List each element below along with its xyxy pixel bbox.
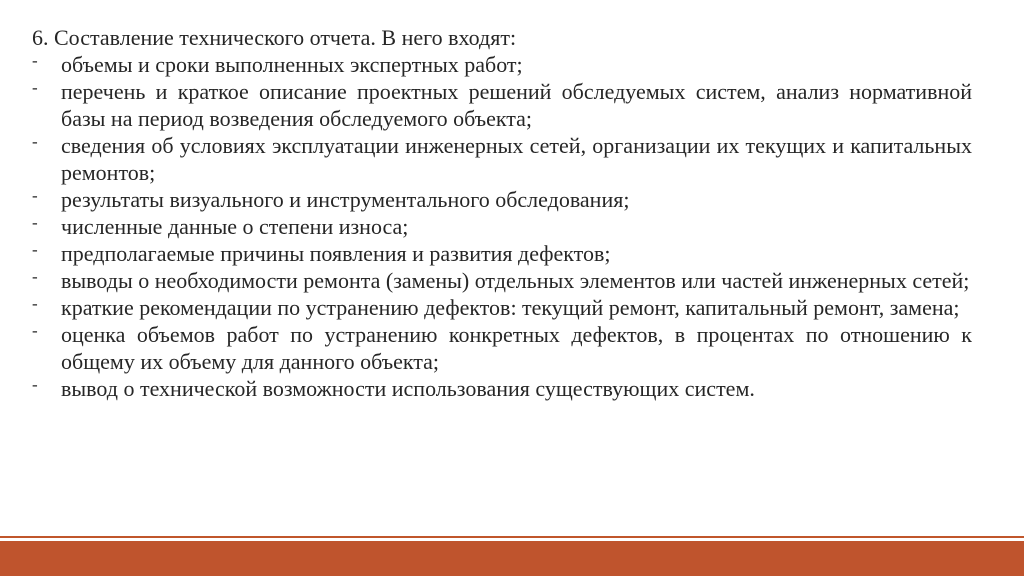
bullet-item	[32, 240, 972, 267]
bullet-marker: -	[32, 321, 38, 340]
bullet-text: сведения об условиях эксплуатации инженерных сетей, организации их текущих и капитальных ремонтов;	[61, 133, 972, 185]
footer-accent-bar	[0, 541, 1024, 576]
bullet-list	[32, 51, 972, 402]
bullet-text: численные данные о степени износа;	[61, 214, 409, 239]
slide-content	[32, 24, 972, 402]
bullet-text: объемы и сроки выполненных экспертных работ;	[61, 52, 523, 77]
bullet-item	[32, 132, 972, 186]
bullet-item	[32, 186, 972, 213]
bullet-marker: -	[32, 213, 38, 232]
bullet-text: краткие рекомендации по устранению дефектов: текущий ремонт, капитальный ремонт, замена;	[61, 295, 960, 320]
bullet-marker: -	[32, 294, 38, 313]
bullet-marker: -	[32, 78, 38, 97]
bullet-marker: -	[32, 375, 38, 394]
bullet-marker: -	[32, 51, 38, 70]
bullet-item	[32, 294, 972, 321]
bullet-text: перечень и краткое описание проектных решений обследуемых систем, анализ нормативной базы на период возведения обследуемого объекта;	[61, 79, 972, 131]
slide-heading: 6. Составление технического отчета. В него входят:	[32, 25, 517, 50]
bullet-text: вывод о технической возможности использования существующих систем.	[61, 376, 755, 401]
bullet-item	[32, 375, 972, 402]
bullet-item	[32, 78, 972, 132]
bullet-item	[32, 321, 972, 375]
bullet-text: оценка объемов работ по устранению конкретных дефектов, в процентах по отношению к общему их объему для данного объекта;	[61, 322, 972, 374]
bullet-text: предполагаемые причины появления и развития дефектов;	[61, 241, 611, 266]
bullet-marker: -	[32, 186, 38, 205]
bullet-text: выводы о необходимости ремонта (замены) отдельных элементов или частей инженерных сетей;	[61, 268, 970, 293]
footer-accent-line	[0, 536, 1024, 538]
bullet-item	[32, 267, 972, 294]
bullet-marker: -	[32, 267, 38, 286]
bullet-item	[32, 213, 972, 240]
bullet-marker: -	[32, 132, 38, 151]
bullet-text: результаты визуального и инструментального обследования;	[61, 187, 630, 212]
bullet-item	[32, 51, 972, 78]
bullet-marker: -	[32, 240, 38, 259]
